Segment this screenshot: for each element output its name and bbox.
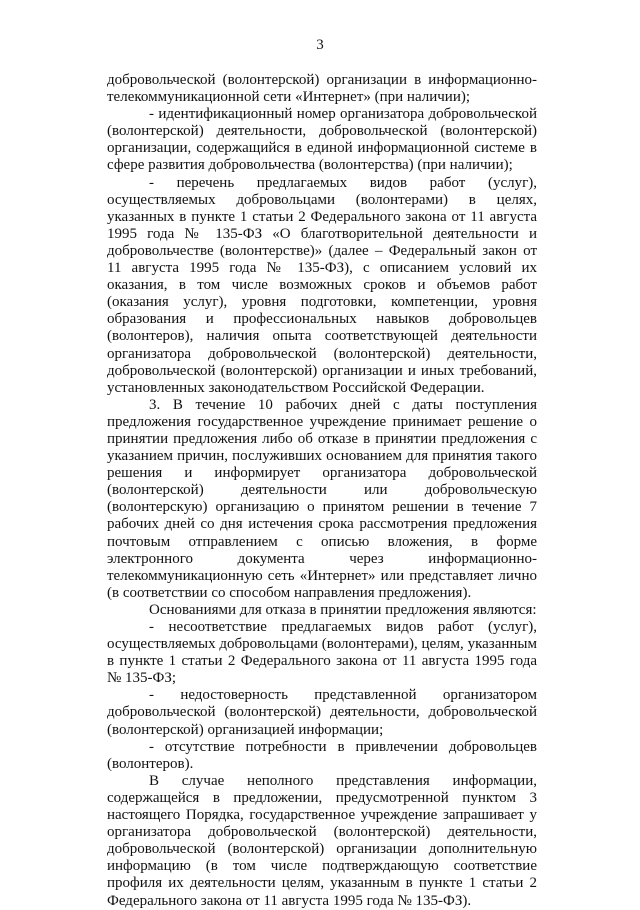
page-number: 3 — [316, 37, 324, 53]
paragraph-work-types-list: - перечень предлагаемых видов работ (услуг), осуществляемых добровольцами (волонтерами) в целях, указанных в пункте 1 статьи 2 Федерального закона от 11 августа 1995 года № 135-ФЗ «О благотворительной деятельности и добровольчестве (волонтерстве)» (далее – Федеральный закон от 11 августа 1995 года № 135-ФЗ), с описанием условий их оказания, в том числе возможных сроков и объемов работ (оказания услуг), уровня подготовки, компетенции, уровня образования и профессиональных навыков добровольцев (волонтеров), наличия опыта соответствующей деятельности организатора добровольческой (волонтерской) деятельности, добровольческой (волонтерской) организации и иных требований, установленных законодательством Российской Федерации. — [107, 174, 537, 396]
paragraph-refusal-unreliable-info: - недостоверность представленной организатором добровольческой (волонтерской) деятельности, добровольческой (волонтерской) организацией информации; — [107, 687, 537, 738]
paragraph-refusal-grounds-intro: Основаниями для отказа в принятии предложения являются: — [149, 601, 537, 618]
paragraph-refusal-no-need: - отсутствие потребности в привлечении добровольцев (волонтеров). — [107, 738, 537, 772]
paragraph-website-continuation: добровольческой (волонтерской) организации в информационно-телекоммуникационной сети «Интернет» (при наличии); — [107, 72, 537, 106]
document-body — [107, 72, 537, 910]
paragraph-refusal-mismatch: - несоответствие предлагаемых видов работ (услуг), осуществляемых добровольцами (волонтерами), целям, указанным в пункте 1 статьи 2 Федерального закона от 11 августа 1995 года № 135-ФЗ; — [107, 619, 537, 687]
paragraph-identification-number: - идентификационный номер организатора добровольческой (волонтерской) деятельности, добровольческой (волонтерской) организации, содержащийся в единой информационной системе в сфере развития добровольчества (волонтерства) (при наличии); — [107, 106, 537, 174]
paragraph-decision-term: 3. В течение 10 рабочих дней с даты поступления предложения государственное учреждение принимает решение о принятии предложения либо об отказе в принятии предложения с указанием причин, послуживших основанием для принятия такого решения и информирует организатора добровольческой (волонтерской) деятельности или добровольческую (волонтерскую) организацию о принятом решении в течение 7 рабочих дней со дня истечения срока рассмотрения предложения почтовым отправлением с описью вложения, в форме электронного документа через информационно-телекоммуникационную сеть «Интернет» или представляет лично (в соответствии со способом направления предложения). — [107, 396, 537, 601]
paragraph-incomplete-info: В случае неполного представления информации, содержащейся в предложении, предусмотренной пунктом 3 настоящего Порядка, государственное учреждение запрашивает у организатора добровольческой (волонтерской) деятельности, добровольческой (волонтерской) организации дополнительную информацию (в том числе подтверждающую соответствие профиля их деятельности целям, указанным в пункте 1 статьи 2 Федерального закона от 11 августа 1995 года № 135-ФЗ). — [107, 772, 537, 909]
